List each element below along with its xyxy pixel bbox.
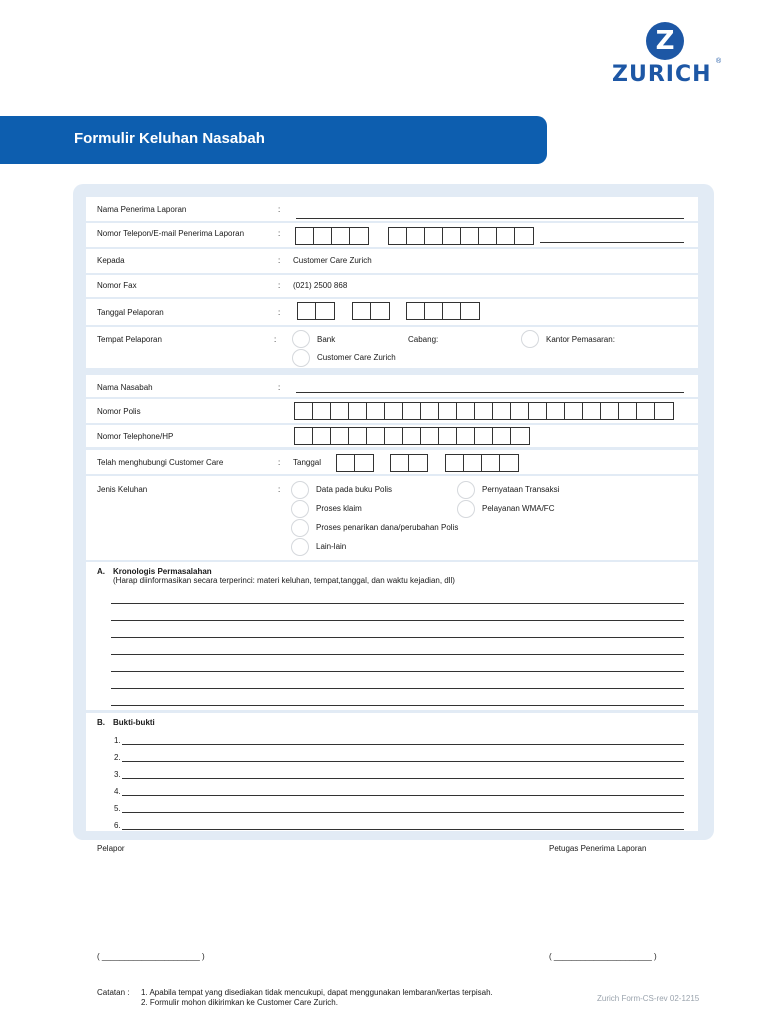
- registered-mark: ®: [716, 58, 722, 65]
- option-customer-care: Customer Care Zurich: [317, 353, 396, 362]
- telepon-area-code-boxes[interactable]: [295, 227, 369, 245]
- kronologis-line[interactable]: [111, 671, 684, 672]
- colon: :: [278, 458, 281, 467]
- catatan-note-2: 2. Formulir mohon dikirimkan ke Customer Care Zurich.: [141, 998, 338, 1007]
- bukti-number: 2.: [114, 753, 121, 762]
- nomor-fax-value: (021) 2500 868: [293, 281, 348, 290]
- row-nomor-telepon-email: [86, 223, 698, 247]
- row-kepada: [86, 249, 698, 273]
- kronologis-line[interactable]: [111, 637, 684, 638]
- kronologis-line[interactable]: [111, 654, 684, 655]
- zurich-emblem: Z: [646, 22, 684, 60]
- section-b-title: Bukti-bukti: [113, 718, 155, 727]
- option-cabang: Cabang:: [408, 335, 439, 344]
- row-nama-nasabah: [86, 375, 698, 397]
- label-telah-menghubungi: Telah menghubungi Customer Care: [97, 458, 224, 467]
- kronologis-line[interactable]: [111, 603, 684, 604]
- section-b-letter: B.: [97, 718, 105, 727]
- row-telah-menghubungi: [86, 450, 698, 474]
- tanggal-word: Tanggal: [293, 458, 322, 467]
- colon: :: [278, 383, 281, 392]
- colon: :: [274, 335, 277, 344]
- section-a-title: Kronologis Permasalahan: [113, 567, 212, 576]
- zurich-wordmark: ZURICH: [612, 62, 712, 87]
- row-nomor-fax: [86, 275, 698, 297]
- label-pelapor: Pelapor: [97, 844, 125, 853]
- menghubungi-month-boxes[interactable]: [390, 454, 428, 472]
- option-bank: Bank: [317, 335, 336, 344]
- label-nomor-fax: Nomor Fax: [97, 281, 137, 290]
- tanggal-day-boxes[interactable]: [297, 302, 335, 320]
- form-code: Zurich Form-CS-rev 02-1215: [597, 994, 700, 1003]
- tanggal-month-boxes[interactable]: [352, 302, 390, 320]
- row-nomor-polis: [86, 399, 698, 423]
- bukti-line[interactable]: [122, 778, 684, 779]
- kepada-value: Customer Care Zurich: [293, 256, 372, 265]
- menghubungi-day-boxes[interactable]: [336, 454, 374, 472]
- section-kronologis: [86, 562, 698, 710]
- row-jenis-keluhan: [86, 476, 698, 560]
- option-pernyataan-transaksi: Pernyataan Transaksi: [482, 485, 560, 494]
- label-nama-nasabah: Nama Nasabah: [97, 383, 153, 392]
- kronologis-line[interactable]: [111, 620, 684, 621]
- label-nomor-polis: Nomor Polis: [97, 407, 141, 416]
- colon: :: [278, 229, 281, 238]
- tanggal-year-boxes[interactable]: [406, 302, 480, 320]
- bukti-number: 1.: [114, 736, 121, 745]
- radio-bank[interactable]: [292, 330, 310, 348]
- bukti-number: 5.: [114, 804, 121, 813]
- label-nama-penerima: Nama Penerima Laporan: [97, 205, 187, 214]
- bukti-number: 6.: [114, 821, 121, 830]
- row-tanggal-pelaporan: [86, 299, 698, 325]
- menghubungi-year-boxes[interactable]: [445, 454, 519, 472]
- row-nama-penerima: [86, 197, 698, 221]
- nomor-polis-boxes[interactable]: [294, 402, 674, 420]
- section-a-letter: A.: [97, 567, 105, 576]
- bukti-line[interactable]: [122, 744, 684, 745]
- label-catatan: Catatan :: [97, 988, 130, 997]
- colon: :: [278, 485, 281, 494]
- colon: :: [278, 256, 281, 265]
- label-tempat-pelaporan: Tempat Pelaporan: [97, 335, 162, 344]
- catatan-note-1: 1. Apabila tempat yang disediakan tidak mencukupi, dapat menggunakan lembaran/kertas terpisah.: [141, 988, 493, 997]
- bukti-line[interactable]: [122, 812, 684, 813]
- option-data-buku-polis: Data pada buku Polis: [316, 485, 393, 494]
- label-kepada: Kepada: [97, 256, 125, 265]
- radio-pelayanan-wma-fc[interactable]: [457, 500, 475, 518]
- option-proses-penarikan: Proses penarikan dana/perubahan Polis: [316, 523, 459, 532]
- bukti-line[interactable]: [122, 795, 684, 796]
- option-proses-klaim: Proses klaim: [316, 504, 362, 513]
- signature-pelapor[interactable]: ( ______________________ ): [97, 952, 205, 961]
- section-a-subtitle: (Harap diinformasikan secara terperinci: materi keluhan, tempat,tanggal, dan waktu kejadian, dll): [113, 576, 455, 585]
- colon: :: [278, 308, 281, 317]
- option-kantor-pemasaran: Kantor Pemasaran:: [546, 335, 615, 344]
- label-jenis-keluhan: Jenis Keluhan: [97, 485, 148, 494]
- label-nomor-telephone-hp: Nomor Telephone/HP: [97, 432, 174, 441]
- radio-customer-care[interactable]: [292, 349, 310, 367]
- email-field[interactable]: [540, 242, 684, 243]
- radio-proses-klaim[interactable]: [291, 500, 309, 518]
- form-title: Formulir Keluhan Nasabah: [74, 130, 265, 147]
- signature-petugas[interactable]: ( ______________________ ): [549, 952, 657, 961]
- colon: :: [278, 205, 281, 214]
- title-banner: [0, 116, 547, 164]
- radio-pernyataan-transaksi[interactable]: [457, 481, 475, 499]
- row-tempat-pelaporan: [86, 327, 698, 368]
- option-pelayanan-wma-fc: Pelayanan WMA/FC: [482, 504, 555, 513]
- radio-proses-penarikan[interactable]: [291, 519, 309, 537]
- label-petugas: Petugas Penerima Laporan: [549, 844, 647, 853]
- label-tanggal-pelaporan: Tanggal Pelaporan: [97, 308, 164, 317]
- radio-lain-lain[interactable]: [291, 538, 309, 556]
- row-nomor-telephone-hp: [86, 425, 698, 447]
- bukti-number: 3.: [114, 770, 121, 779]
- nama-penerima-field[interactable]: [296, 218, 684, 219]
- bukti-line[interactable]: [122, 829, 684, 830]
- radio-data-buku-polis[interactable]: [291, 481, 309, 499]
- bukti-number: 4.: [114, 787, 121, 796]
- label-nomor-telepon-email: Nomor Telepon/E-mail Penerima Laporan: [97, 229, 245, 238]
- kronologis-line[interactable]: [111, 705, 684, 706]
- zurich-logo: [612, 22, 722, 92]
- nomor-telephone-boxes[interactable]: [294, 427, 530, 445]
- section-bukti: [86, 713, 698, 831]
- nama-nasabah-field[interactable]: [296, 392, 684, 393]
- telepon-number-boxes[interactable]: [388, 227, 534, 245]
- bukti-line[interactable]: [122, 761, 684, 762]
- colon: :: [278, 281, 281, 290]
- kronologis-line[interactable]: [111, 688, 684, 689]
- option-lain-lain: Lain-lain: [316, 542, 347, 551]
- radio-kantor-pemasaran[interactable]: [521, 330, 539, 348]
